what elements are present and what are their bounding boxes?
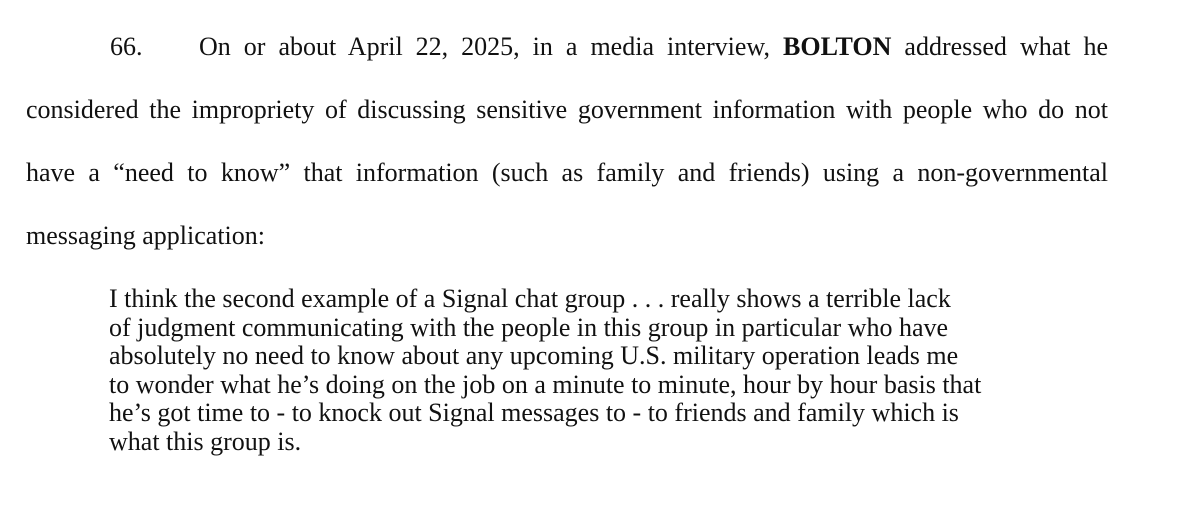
paragraph-line-4: messaging application: xyxy=(26,221,266,250)
quote-line: of judgment communicating with the people in this group in particular who have xyxy=(109,312,949,342)
paragraph-number: 66. xyxy=(110,32,143,61)
quote-line: absolutely no need to know about any upcoming U.S. military operation leads me xyxy=(109,341,959,370)
paragraph-line-1-text-after: addressed what he xyxy=(904,32,1109,61)
quote-line: he’s got time to - to knock out Signal messages to - to friends and family which is xyxy=(109,398,959,427)
block-quote xyxy=(109,285,1019,456)
quote-line: I think the second example of a Signal chat group . . . really shows a terrible lack xyxy=(109,284,951,313)
quote-line: what this group is. xyxy=(109,426,302,456)
paragraph-line-1-text-before: On or about April 22, 2025, in a media interview, xyxy=(199,32,770,61)
bolton-name: BOLTON xyxy=(783,32,892,61)
quote-line: to wonder what he’s doing on the job on a minute to minute, hour by hour basis that xyxy=(109,369,982,399)
paragraph-line-1 xyxy=(110,31,1108,63)
paragraph-line-2: considered the impropriety of discussing sensitive government information with people who do not xyxy=(26,95,1108,124)
paragraph-line-3: have a “need to know” that information (such as family and friends) using a non-governmental xyxy=(26,158,1108,187)
